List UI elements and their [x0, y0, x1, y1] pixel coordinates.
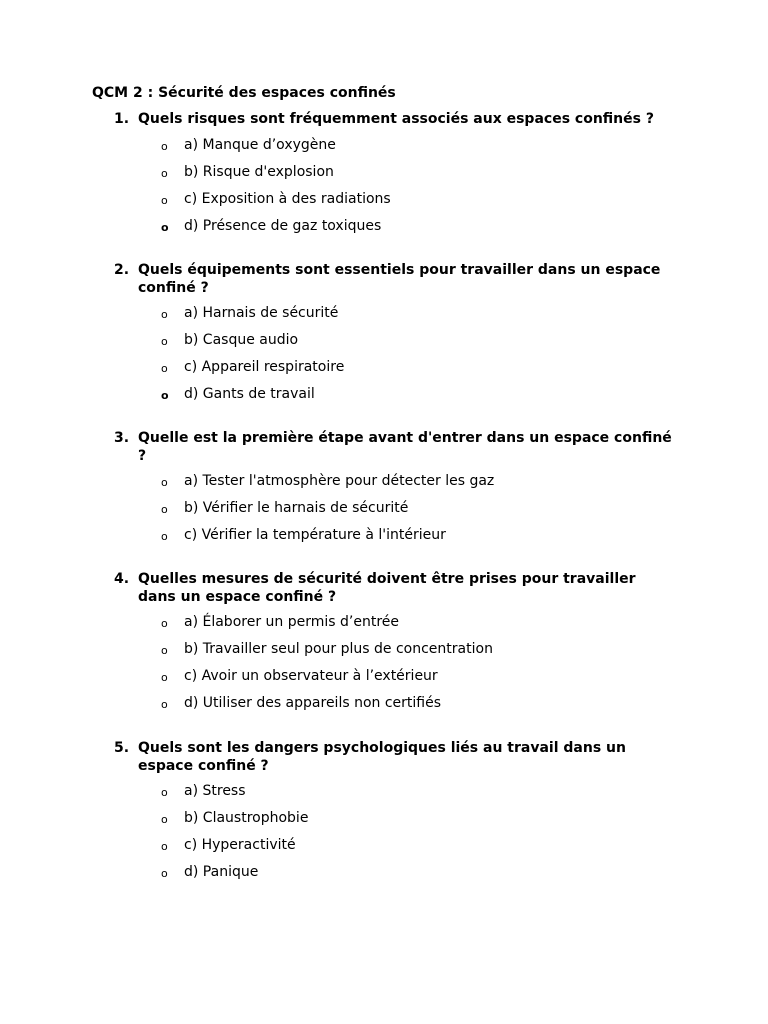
option-item: [114, 218, 674, 245]
question-heading: [114, 571, 674, 606]
option-item: [114, 305, 674, 332]
option-item: [114, 810, 674, 837]
bullet-icon: o: [161, 530, 168, 543]
option-text: c) Appareil respiratoire: [184, 359, 345, 375]
bullet-icon: o: [161, 813, 168, 826]
bullet-icon: o: [161, 193, 168, 207]
option-text: c) Hyperactivité: [184, 837, 296, 853]
options-list: [114, 305, 674, 413]
option-text: b) Travailler seul pour plus de concentration: [184, 641, 493, 657]
question-heading: [114, 111, 674, 129]
option-item: [114, 641, 674, 668]
question-heading: [114, 262, 674, 297]
option-text: a) Élaborer un permis d’entrée: [184, 614, 399, 630]
option-item: [114, 614, 674, 641]
bullet-icon: o: [161, 786, 168, 799]
option-item: [114, 191, 674, 218]
option-item: [114, 359, 674, 386]
bullet-icon: o: [161, 139, 168, 153]
question-text: Quelles mesures de sécurité doivent être prises pour travailler dans un espace confiné ?: [138, 571, 636, 605]
question-text: Quelle est la première étape avant d'entrer dans un espace confiné ?: [138, 430, 672, 464]
question-text: Quels risques sont fréquemment associés aux espaces confinés ?: [138, 111, 654, 127]
bullet-icon: o: [161, 220, 169, 234]
question-3: [114, 430, 674, 554]
bullet-icon: o: [161, 617, 168, 630]
option-item: [114, 500, 674, 527]
question-text: Quels équipements sont essentiels pour travailler dans un espace confiné ?: [138, 262, 661, 296]
question-number: 5.: [114, 740, 130, 756]
option-item: [114, 527, 674, 554]
option-text: a) Stress: [184, 783, 246, 799]
bullet-icon: o: [161, 867, 168, 880]
option-item: [114, 164, 674, 191]
bullet-icon: o: [161, 503, 168, 516]
option-text: b) Casque audio: [184, 332, 299, 348]
option-text: d) Utiliser des appareils non certifiés: [184, 695, 442, 711]
options-list: [114, 137, 674, 245]
bullet-icon: o: [161, 362, 168, 375]
option-item: [114, 137, 674, 164]
option-item: [114, 332, 674, 359]
bullet-icon: o: [161, 644, 168, 657]
option-item: [114, 783, 674, 810]
options-list: [114, 783, 674, 891]
option-item: [114, 668, 674, 695]
question-heading: [114, 740, 674, 775]
option-text: a) Harnais de sécurité: [184, 305, 339, 321]
question-4: [114, 571, 674, 722]
bullet-icon: o: [161, 389, 169, 402]
bullet-icon: o: [161, 840, 168, 853]
question-1: [114, 111, 674, 245]
option-text: a) Tester l'atmosphère pour détecter les gaz: [184, 473, 495, 489]
option-text: c) Avoir un observateur à l’extérieur: [184, 668, 438, 684]
question-heading: [114, 430, 674, 465]
option-text: a) Manque d’oxygène: [184, 136, 336, 153]
question-5: [114, 740, 674, 891]
option-text: d) Présence de gaz toxiques: [184, 217, 382, 234]
option-item: [114, 837, 674, 864]
question-number: 2.: [114, 262, 130, 278]
option-item: [114, 864, 674, 891]
question-text: Quels sont les dangers psychologiques liés au travail dans un espace confiné ?: [138, 740, 626, 774]
option-text: d) Panique: [184, 864, 259, 880]
option-text: d) Gants de travail: [184, 386, 315, 402]
option-text: c) Exposition à des radiations: [184, 190, 391, 207]
bullet-icon: o: [161, 335, 168, 348]
options-list: [114, 614, 674, 722]
bullet-icon: o: [161, 476, 168, 489]
option-text: b) Claustrophobie: [184, 810, 309, 826]
option-text: c) Vérifier la température à l'intérieur: [184, 527, 446, 543]
option-item: [114, 695, 674, 722]
options-list: [114, 473, 674, 554]
bullet-icon: o: [161, 308, 168, 321]
question-number: 3.: [114, 430, 130, 446]
bullet-icon: o: [161, 166, 168, 180]
question-number: 4.: [114, 571, 130, 587]
option-item: [114, 473, 674, 500]
option-text: b) Risque d'explosion: [184, 163, 334, 180]
question-number: 1.: [114, 111, 130, 127]
document-title: QCM 2 : Sécurité des espaces confinés: [92, 85, 396, 101]
option-text: b) Vérifier le harnais de sécurité: [184, 500, 409, 516]
question-2: [114, 262, 674, 413]
bullet-icon: o: [161, 698, 168, 711]
option-item: [114, 386, 674, 413]
bullet-icon: o: [161, 671, 168, 684]
